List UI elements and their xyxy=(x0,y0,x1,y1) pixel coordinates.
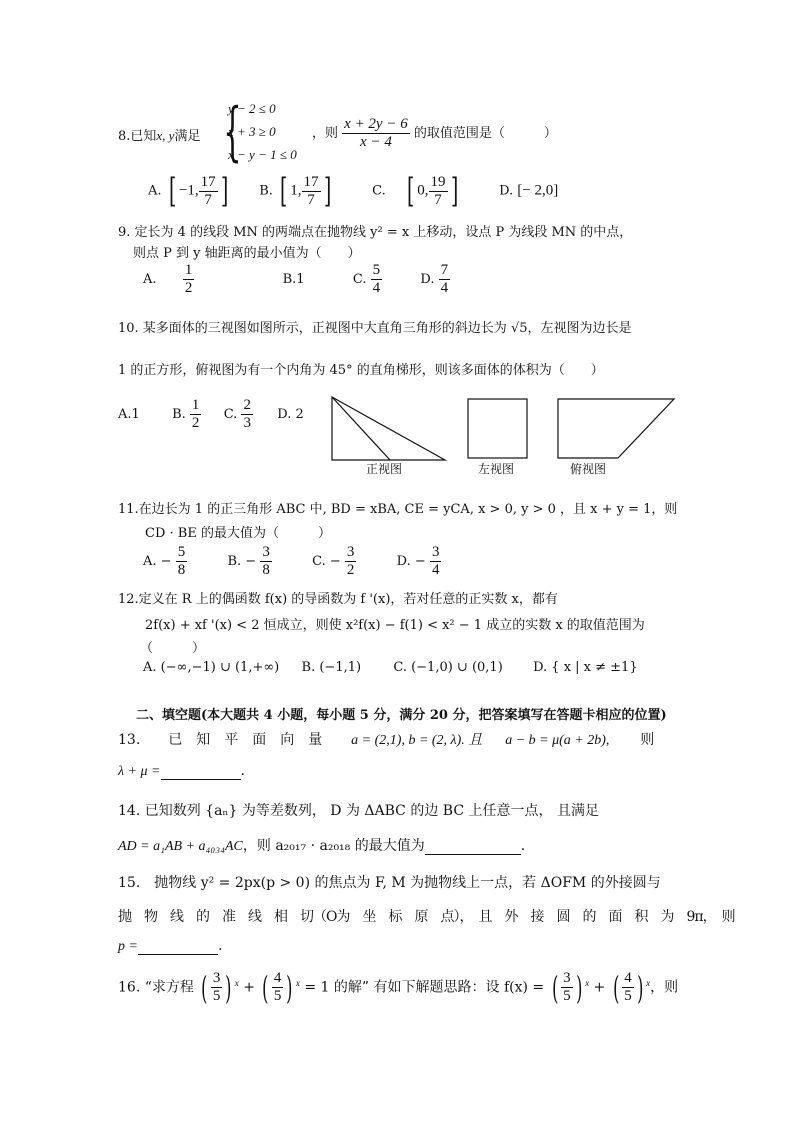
q16-frac-3-den: 5 xyxy=(563,988,571,1004)
q15-line-3-text: p = xyxy=(118,939,138,954)
q16-exp-4: x xyxy=(646,977,651,988)
q16-paren-close-2: ) xyxy=(286,968,293,1007)
q8-fraction-den: x − 4 xyxy=(360,134,392,150)
q9-optA-label: A. xyxy=(143,272,157,287)
front-view-triangle xyxy=(332,397,445,460)
q8-optB-rbracket: ] xyxy=(323,171,331,211)
q12-optA: A. (−∞,−1) ∪ (1,+∞) xyxy=(143,660,280,675)
q11-optD-label: D. − xyxy=(396,554,426,569)
q16-frac-4-den: 5 xyxy=(624,988,632,1004)
q12-optC: C. (−1,0) ∪ (0,1) xyxy=(393,660,503,675)
q16-eq: = 1 的解” 有如下解题思路：设 f(x) = xyxy=(304,979,545,996)
q8-optB-den: 7 xyxy=(307,191,315,208)
q10-optD: D. 2 xyxy=(277,407,304,422)
q9-optB: B.1 xyxy=(282,272,305,287)
left-view-label: 左视图 xyxy=(478,462,515,476)
q16-line-1 xyxy=(118,970,678,1005)
q8-optA-label: A. xyxy=(148,183,162,199)
q8-prefix xyxy=(118,125,200,144)
q11-optA-den: 8 xyxy=(177,562,186,578)
q9-line-2: 则点 P 到 y 轴距离的最小值为（ ） xyxy=(133,246,361,261)
q9-line-1: 9. 定长为 4 的线段 MN 的两端点在抛物线 y² = x 上移动，设点 P 为线段 MN 的中点， xyxy=(118,225,633,240)
q11-options xyxy=(143,544,441,579)
q8-vars: x, y xyxy=(156,128,175,143)
q9-optD-num: 7 xyxy=(440,262,449,278)
q8-system-line-3: x − y − 1 ≤ 0 xyxy=(228,147,297,162)
q10-optC-label: C. xyxy=(223,407,238,422)
q8-fraction-num: x + 2y − 6 xyxy=(344,116,408,132)
q11-optC-den: 2 xyxy=(346,562,355,578)
q16-paren-close-4: ) xyxy=(636,968,644,1007)
q9-optC-label: C. xyxy=(352,272,367,287)
q10-optC-num: 2 xyxy=(243,397,251,413)
q11-optC-frac xyxy=(345,544,357,579)
q12-optB: B. (−1,1) xyxy=(301,660,362,675)
q8-optB-num: 17 xyxy=(303,173,319,190)
q16-frac-2-den: 5 xyxy=(273,988,282,1004)
q16-paren-open-2: ( xyxy=(262,968,269,1007)
q12-line-1: 12.定义在 R 上的偶函数 f(x) 的导函数为 f '(x)，若对任意的正实数 x，都有 xyxy=(118,592,558,607)
q14-line-2a: AD = a₁AB + a₄₀₃₄AC xyxy=(118,839,243,854)
q9-optD-frac xyxy=(439,262,451,297)
q8-fraction xyxy=(342,116,410,151)
q11-optB-den: 8 xyxy=(262,562,270,578)
q8-optC-num: 19 xyxy=(430,173,446,190)
q14-line-1: 14. 已知数列 {aₙ} 为等差数列， D 为 ΔABC 的边 BC 上任意一点， 且满足 xyxy=(118,803,599,819)
q13-line-1b: a = (2,1), b = (2, λ). 且 xyxy=(351,733,483,748)
q8-options xyxy=(148,172,558,210)
q8-optC-lbracket: [ xyxy=(406,171,415,211)
front-view xyxy=(332,397,445,460)
q9-optD-den: 4 xyxy=(440,280,449,296)
q10-optC-frac xyxy=(241,397,253,432)
q13-line-1 xyxy=(118,729,654,749)
q8-optC-label: C. xyxy=(372,183,386,199)
q8-optA-lbracket: [ xyxy=(168,171,176,211)
q9-optD-label: D. xyxy=(420,272,435,287)
q13-line-1a: 13. 已 知 平 面 向 量 xyxy=(118,732,323,748)
q11-optD-frac xyxy=(430,544,442,579)
q16-frac-2-num: 4 xyxy=(273,970,282,986)
q9-options xyxy=(143,262,450,297)
q8-tail xyxy=(312,116,557,151)
q11-optC-label: C. − xyxy=(312,554,341,569)
q16-exp-3: x xyxy=(585,977,590,988)
q16-frac-1-num: 3 xyxy=(212,970,221,986)
q13-line-2: λ + μ = . xyxy=(118,763,245,779)
top-view-label: 俯视图 xyxy=(570,462,607,476)
q14-answer-blank[interactable] xyxy=(425,838,521,855)
q16-paren-open-4: ( xyxy=(612,968,620,1007)
q10-optB-num: 1 xyxy=(191,397,200,413)
q15-line-1: 15. 抛物线 y² = 2px(p > 0) 的焦点为 F, M 为抛物线上一点，若 ΔOFM 的外接圆与 xyxy=(118,875,661,891)
q8-system xyxy=(228,97,297,166)
q16-frac-4 xyxy=(622,970,634,1005)
q9-optA-num: 1 xyxy=(184,262,193,278)
q16-paren-close-1: ) xyxy=(225,968,232,1007)
q11-line-1: 11.在边长为 1 的正三角形 ABC 中, BD = xBA, CE = yCA, x > 0, y > 0 ，且 x + y = 1，则 xyxy=(118,502,678,517)
q8-tail-text: 的取值范围是（ ） xyxy=(413,126,557,141)
q9-optC-frac xyxy=(371,262,383,297)
q8-optB-text: 1, xyxy=(290,182,302,199)
q11-optD-num: 3 xyxy=(431,544,440,560)
q12-line-3: （ ） xyxy=(140,641,206,656)
q14-line-2: AD = a₁AB + a₄₀₃₄AC，则 a₂₀₁₇ · a₂₀₁₈ 的最大值为 . xyxy=(118,838,526,854)
q16-frac-3 xyxy=(561,970,573,1005)
q8-optC-frac xyxy=(429,174,448,209)
q10-optA: A.1 xyxy=(118,407,140,422)
q11-optA-num: 5 xyxy=(177,544,186,560)
q8-optB-label: B. xyxy=(259,183,273,199)
q15-line-3: p = . xyxy=(118,938,223,954)
q12-line-2: 2f(x) + xf '(x) < 2 恒成立，则使 x²f(x) − f(1) < x² − 1 成立的实数 x 的取值范围为 xyxy=(145,618,645,633)
q8-system-line-2: x + 3 ≥ 0 xyxy=(228,124,276,139)
q13-line-1d: 则 xyxy=(640,732,655,748)
q16-paren-open-3: ( xyxy=(551,968,558,1007)
q12-options xyxy=(143,660,638,675)
q9-optC-num: 5 xyxy=(372,262,381,278)
front-view-label: 正视图 xyxy=(366,462,403,476)
q13-line-2-text: λ + μ = xyxy=(118,764,161,779)
q10-optB-frac xyxy=(190,397,202,432)
q16-prefix: 16. “求方程 xyxy=(118,979,194,996)
q8-prefix-text: 8.已知 xyxy=(118,129,157,144)
q8-optD-label: D. xyxy=(499,183,514,199)
q16-plus-1: + xyxy=(243,979,255,996)
q8-optA-rbracket: ] xyxy=(220,171,228,211)
q11-optB-label: B. − xyxy=(227,554,257,569)
q10-optB-label: B. xyxy=(172,407,186,422)
q10-options xyxy=(118,397,304,432)
q16-frac-3-num: 3 xyxy=(563,970,571,986)
q10-optC-den: 3 xyxy=(243,415,251,431)
q12-optD: D. { x | x ≠ ±1} xyxy=(533,660,638,675)
q16-frac-4-num: 4 xyxy=(624,970,632,986)
q16-plus-2: + xyxy=(593,979,606,996)
q8-optA-num: 17 xyxy=(200,173,216,190)
q8-then: ，则 xyxy=(312,126,339,141)
q16-exp-1: x xyxy=(234,977,239,988)
q11-optC-num: 3 xyxy=(346,544,355,560)
q16-frac-1-den: 5 xyxy=(212,988,221,1004)
q9-optC-den: 4 xyxy=(372,280,381,296)
q11-optD-den: 4 xyxy=(431,562,440,578)
q9-optA-frac xyxy=(183,262,195,297)
q15-answer-blank[interactable] xyxy=(138,938,218,955)
q8-optB-lbracket: [ xyxy=(280,171,288,211)
q8-optC-rbracket: ] xyxy=(450,171,458,211)
q8-optD-text: [− 2,0] xyxy=(517,182,559,199)
q8-optC-den: 7 xyxy=(434,191,442,208)
q8-optB-frac xyxy=(302,174,321,209)
left-view-square xyxy=(468,399,527,458)
q10-line-1: 10. 某多面体的三视图如图所示，正视图中大直角三角形的斜边长为 √5，左视图为边长是 xyxy=(118,321,632,336)
q11-optB-num: 3 xyxy=(262,544,270,560)
q16-paren-close-3: ) xyxy=(575,968,582,1007)
q8-system-line-1: y − 2 ≤ 0 xyxy=(228,101,276,116)
q15-line-2: 抛 物 线 的 准 线 相 切（O为 坐 标 原 点）， 且 外 接 圆 的 面 积 为 9π， 则 xyxy=(118,909,735,925)
section-2-heading: 二、填空题(本大题共 4 小题，每小题 5 分，满分 20 分，把答案填写在答题卡相应的位置) xyxy=(136,708,667,723)
q16-exp-2: x xyxy=(295,977,300,988)
q16-frac-2 xyxy=(272,970,284,1005)
q11-optA-frac xyxy=(176,544,188,579)
q13-line-1c: a − b = μ(a + 2b), xyxy=(505,733,610,748)
q8-optA-frac xyxy=(199,174,218,209)
q13-answer-blank[interactable] xyxy=(161,763,241,780)
q8-satisfy: 满足 xyxy=(174,129,201,144)
q8-optA-den: 7 xyxy=(204,191,212,208)
q8-optA-text: −1, xyxy=(178,182,199,199)
q8-system-brace: { xyxy=(223,95,242,169)
q16-frac-1 xyxy=(211,970,223,1005)
q8-optC-text: 0, xyxy=(417,182,429,199)
q11-line-2: CD · BE 的最大值为（ ） xyxy=(145,526,331,541)
q16-paren-open-1: ( xyxy=(201,968,208,1007)
q14-line-2b: ，则 a₂₀₁₇ · a₂₀₁₈ 的最大值为 xyxy=(242,838,425,854)
q16-tail: ，则 xyxy=(650,979,679,996)
q10-optB-den: 2 xyxy=(191,415,200,431)
q11-optB-frac xyxy=(260,544,272,579)
front-view-inner-line xyxy=(332,397,390,460)
top-view-trapezoid xyxy=(558,399,674,458)
q11-optA-label: A. − xyxy=(143,554,172,569)
q10-line-2: 1 的正方形，俯视图为有一个内角为 45° 的直角梯形，则该多面体的体积为（ ） xyxy=(118,363,604,378)
q9-optA-den: 2 xyxy=(184,280,193,296)
